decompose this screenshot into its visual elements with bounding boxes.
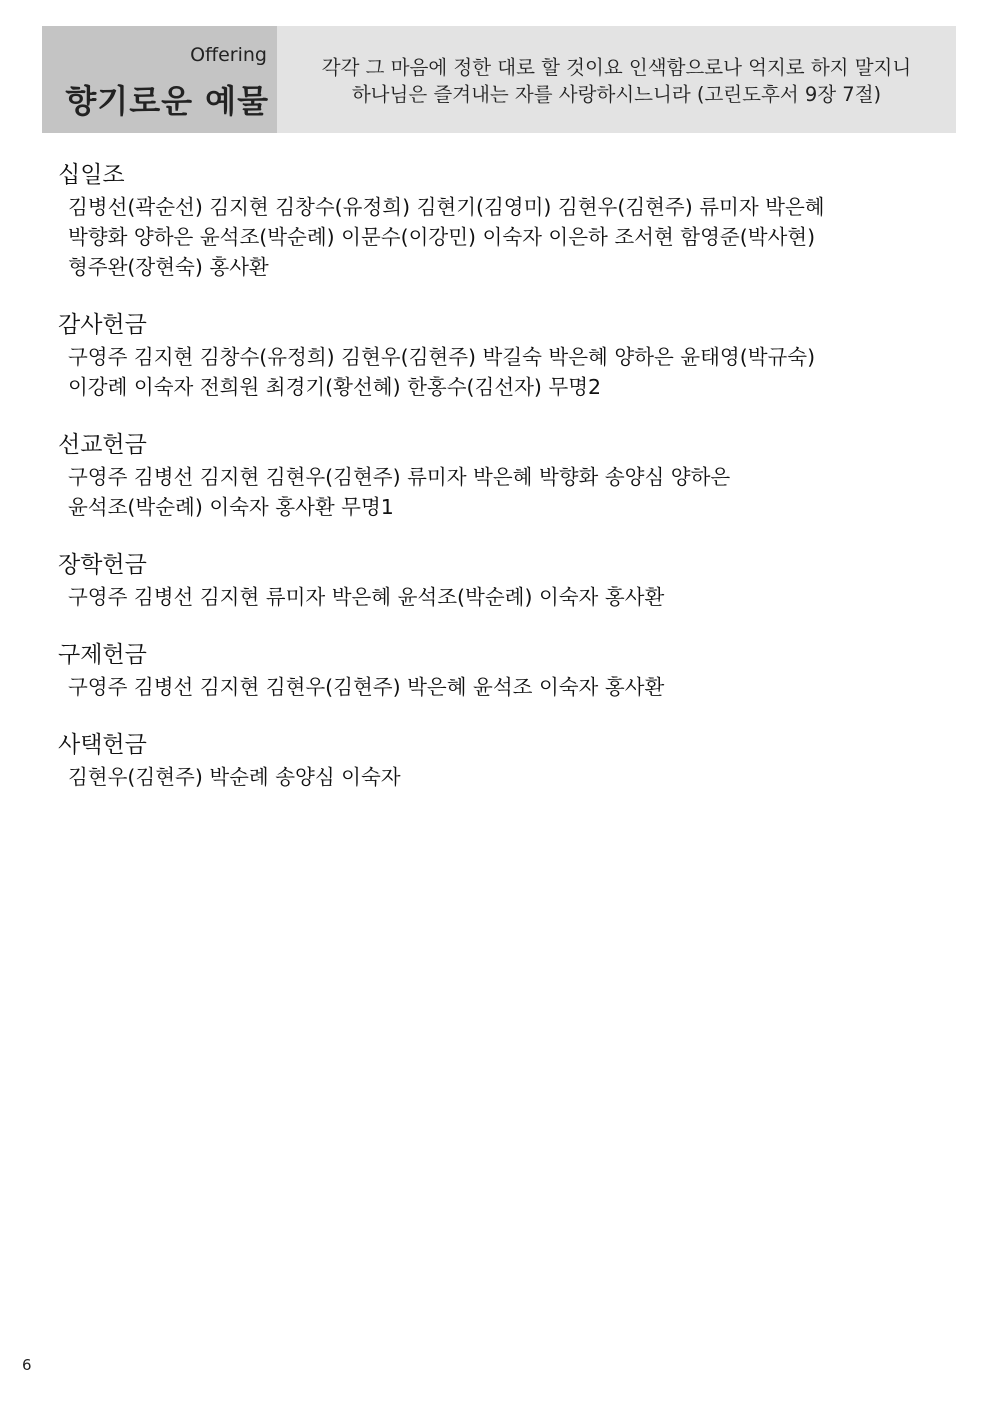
section-tithe — [58, 160, 938, 282]
bible-verse-line-1: 각각 그 마음에 정한 대로 할 것이요 인색함으로나 억지로 하지 말지니 — [321, 55, 912, 79]
donor-names — [58, 192, 938, 282]
section-title: 감사헌금 — [58, 312, 147, 338]
section-title: 구제헌금 — [58, 642, 147, 668]
header-korean-title: 향기로운 예물 — [65, 82, 269, 120]
offering-list — [58, 160, 938, 820]
donor-line: 윤석조(박순례) 이숙자 홍사환 무명1 — [68, 495, 394, 519]
donor-line: 구영주 김병선 김지현 류미자 박은혜 윤석조(박순례) 이숙자 홍사환 — [68, 585, 665, 609]
header-title-block — [42, 26, 277, 133]
section-relief — [58, 640, 938, 702]
offering-header — [42, 26, 956, 133]
section-title: 선교헌금 — [58, 432, 147, 458]
section-title: 십일조 — [58, 162, 125, 188]
donor-line: 김병선(곽순선) 김지현 김창수(유정희) 김현기(김영미) 김현우(김현주) 류미자 박은혜 — [68, 195, 825, 219]
donor-line: 박향화 양하은 윤석조(박순례) 이문수(이강민) 이숙자 이은하 조서현 함영준(박사현) — [68, 225, 816, 249]
donor-line: 이강례 이숙자 전희원 최경기(황선혜) 한홍수(김선자) 무명2 — [68, 375, 602, 399]
section-title: 사택헌금 — [58, 732, 147, 758]
section-thanksgiving — [58, 310, 938, 402]
section-parsonage — [58, 730, 938, 792]
donor-names — [58, 342, 938, 402]
donor-line: 구영주 김지현 김창수(유정희) 김현우(김현주) 박길숙 박은혜 양하은 윤태영(박규숙) — [68, 345, 816, 369]
section-mission — [58, 430, 938, 522]
donor-names — [58, 762, 938, 792]
donor-names — [58, 462, 938, 522]
bible-verse-line-2: 하나님은 즐겨내는 자를 사랑하시느니라 (고린도후서 9장 7절) — [351, 82, 882, 106]
donor-line: 구영주 김병선 김지현 김현우(김현주) 류미자 박은혜 박향화 송양심 양하은 — [68, 465, 731, 489]
page-number: 6 — [22, 1356, 32, 1374]
donor-line: 김현우(김현주) 박순례 송양심 이숙자 — [68, 765, 401, 789]
donor-line: 형주완(장현숙) 홍사환 — [68, 255, 269, 279]
section-scholarship — [58, 550, 938, 612]
donor-names — [58, 672, 938, 702]
bible-verse — [277, 26, 956, 133]
donor-line: 구영주 김병선 김지현 김현우(김현주) 박은혜 윤석조 이숙자 홍사환 — [68, 675, 665, 699]
header-english-title: Offering — [190, 44, 267, 66]
section-title: 장학헌금 — [58, 552, 147, 578]
donor-names — [58, 582, 938, 612]
